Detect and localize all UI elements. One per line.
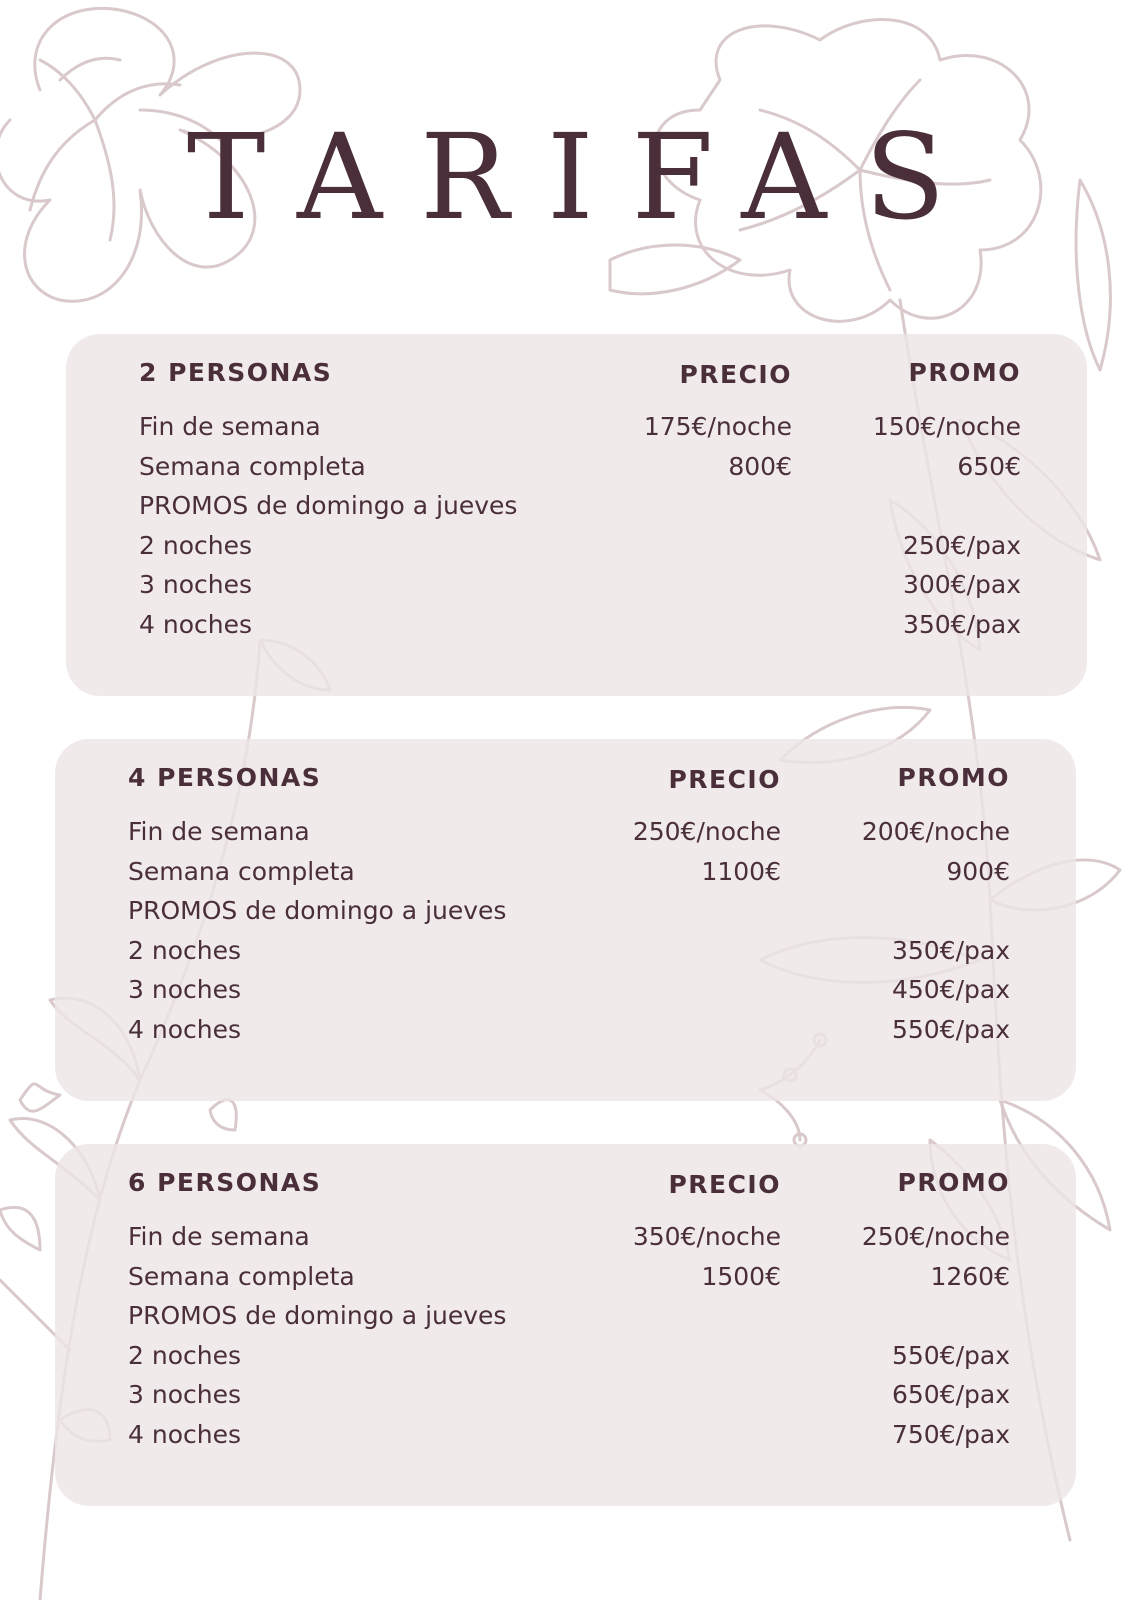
section-title: 2 PERSONAS xyxy=(139,358,333,387)
row-promo: 350€/pax xyxy=(902,609,1021,639)
page-title: TARIFAS xyxy=(186,108,984,246)
rate-panel-6-personas xyxy=(55,1144,1076,1506)
row-label: 2 noches xyxy=(128,1340,241,1370)
rate-rows xyxy=(128,817,1010,1054)
rate-row xyxy=(128,936,1010,976)
rate-row xyxy=(128,896,1010,936)
row-label: 4 noches xyxy=(128,1014,241,1044)
rate-row xyxy=(128,857,1010,897)
rate-row xyxy=(139,570,1021,610)
row-promo: 750€/pax xyxy=(891,1419,1010,1449)
rate-row xyxy=(128,1380,1010,1420)
rate-row xyxy=(128,817,1010,857)
row-label: 4 noches xyxy=(139,609,252,639)
row-promo: 550€/pax xyxy=(891,1340,1010,1370)
row-price: 175€/noche xyxy=(643,412,792,441)
row-label: 2 noches xyxy=(128,935,241,965)
column-header-price: PRECIO xyxy=(679,360,792,389)
row-promo: 250€/pax xyxy=(902,530,1021,560)
rate-row xyxy=(139,610,1021,650)
row-label: 3 noches xyxy=(128,1380,241,1409)
rate-row xyxy=(128,1222,1010,1262)
row-label: Fin de semana xyxy=(128,817,310,846)
rate-row xyxy=(139,491,1021,531)
row-promo: 550€/pax xyxy=(891,1014,1010,1044)
column-header-promo: PROMO xyxy=(908,358,1021,387)
row-promo: 1260€ xyxy=(930,1261,1010,1291)
row-label: 3 noches xyxy=(139,570,252,599)
column-header-promo: PROMO xyxy=(897,1168,1010,1197)
rate-row xyxy=(139,412,1021,452)
rate-panel-4-personas xyxy=(55,739,1076,1101)
row-label: 4 noches xyxy=(128,1419,241,1449)
column-header-price: PRECIO xyxy=(668,765,781,794)
row-label: PROMOS de domingo a jueves xyxy=(128,896,507,925)
row-label: PROMOS de domingo a jueves xyxy=(128,1301,507,1330)
column-header-price: PRECIO xyxy=(668,1170,781,1199)
section-title: 4 PERSONAS xyxy=(128,763,322,792)
rate-row xyxy=(139,531,1021,571)
row-price: 350€/noche xyxy=(632,1222,781,1251)
row-promo: 650€ xyxy=(957,451,1021,481)
rate-row xyxy=(128,1341,1010,1381)
row-price: 250€/noche xyxy=(632,817,781,846)
row-price: 1100€ xyxy=(701,856,781,886)
row-label: 3 noches xyxy=(128,975,241,1004)
row-promo: 200€/noche xyxy=(861,817,1010,846)
row-label: Semana completa xyxy=(128,856,355,886)
rate-row xyxy=(128,1301,1010,1341)
row-promo: 350€/pax xyxy=(891,935,1010,965)
rate-row xyxy=(139,452,1021,492)
rate-row xyxy=(128,1420,1010,1460)
row-price: 800€ xyxy=(728,451,792,481)
row-label: 2 noches xyxy=(139,530,252,560)
row-promo: 300€/pax xyxy=(902,570,1021,599)
row-label: PROMOS de domingo a jueves xyxy=(139,491,518,520)
row-label: Semana completa xyxy=(128,1261,355,1291)
row-price: 1500€ xyxy=(701,1261,781,1291)
row-promo: 450€/pax xyxy=(891,975,1010,1004)
rate-panel-2-personas xyxy=(66,334,1087,696)
row-label: Semana completa xyxy=(139,451,366,481)
row-promo: 250€/noche xyxy=(861,1222,1010,1251)
section-title: 6 PERSONAS xyxy=(128,1168,322,1197)
row-label: Fin de semana xyxy=(139,412,321,441)
rate-row xyxy=(128,1262,1010,1302)
row-label: Fin de semana xyxy=(128,1222,310,1251)
rate-row xyxy=(128,975,1010,1015)
rate-rows xyxy=(128,1222,1010,1459)
rate-rows xyxy=(139,412,1021,649)
rate-row xyxy=(128,1015,1010,1055)
column-header-promo: PROMO xyxy=(897,763,1010,792)
row-promo: 900€ xyxy=(946,856,1010,886)
row-promo: 150€/noche xyxy=(872,412,1021,441)
row-promo: 650€/pax xyxy=(891,1380,1010,1409)
